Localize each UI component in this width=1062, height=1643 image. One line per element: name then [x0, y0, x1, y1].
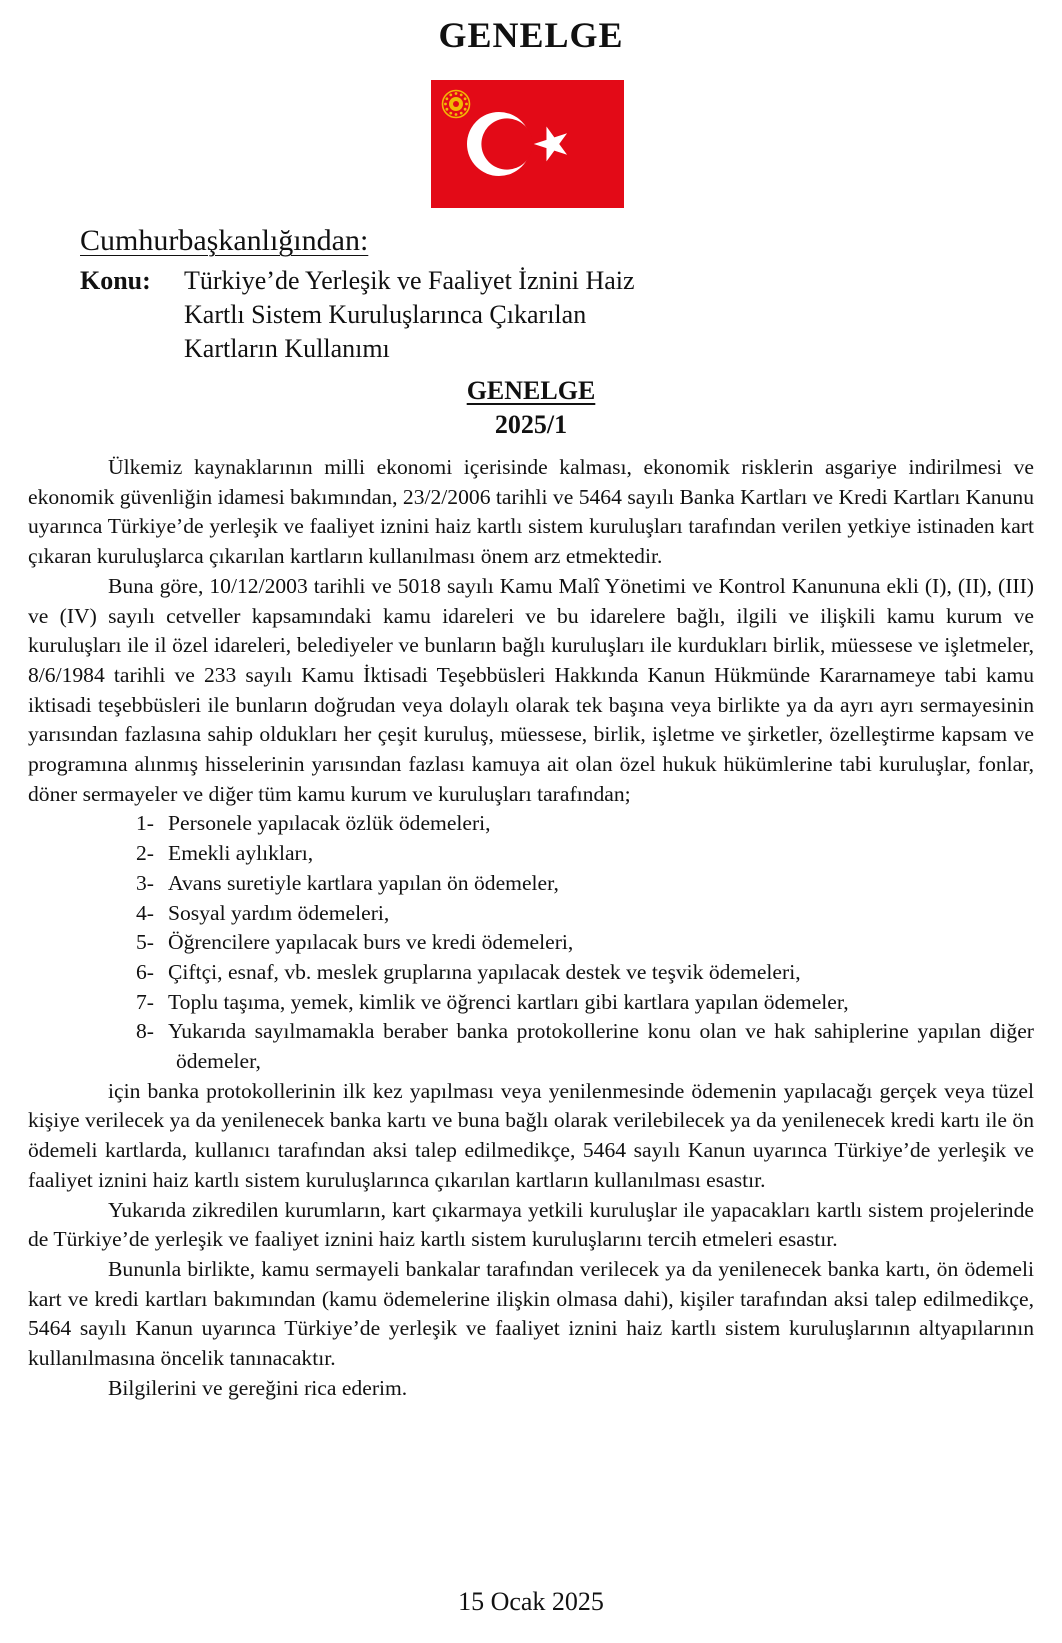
- list-item-number: 4-: [136, 900, 154, 925]
- list-item-text: Çiftçi, esnaf, vb. meslek gruplarına yapılacak destek ve teşvik ödemeleri,: [168, 959, 801, 984]
- subject-label: Konu:: [80, 266, 151, 295]
- list-item-number: 2-: [136, 841, 154, 866]
- turkish-flag-emblem: [431, 80, 624, 208]
- list-item-text: Toplu taşıma, yemek, kimlik ve öğrenci kartları gibi kartlara yapılan ödemeler,: [168, 989, 849, 1014]
- list-item: [28, 928, 1034, 958]
- circular-number: 2025/1: [494, 410, 568, 439]
- list-item: [28, 899, 1034, 929]
- subject-line-2: Kartlı Sistem Kuruluşlarınca Çıkarılan: [184, 300, 587, 329]
- paragraph-2: Buna göre, 10/12/2003 tarihli ve 5018 sayılı Kamu Malî Yönetimi ve Kontrol Kanununa ekli (I), (II), (III) ve (IV) sayılı cetveller kapsamındaki kamu idareleri ve bu idarelere bağlı, ilgili ve ilişkili kamu kurum ve kuruluşları ile il özel idareleri, belediyeler ve bunların bağlı kuruluşları ile kurdukları birlik, müessese ve işletmeler, 8/6/1984 tarihli ve 233 sayılı Kamu İktisadi Teşebbüsleri Hakkında Kanun Hükmünde Kararnameye tabi kamu iktisadi teşebbüsleri ile bunların doğrudan veya dolaylı olarak tek başına veya birlikte ya da ayrı ayrı sermayesinin yarısından fazlasına sahip oldukları her çeşit kuruluş, müessese, birlik, işletme ve şirketler, özelleştirme kapsam ve programına alınmış hisselerinin yarısından fazlası kamuya ait olan özel hukuk hükümlerine tabi kuruluşlar, fonlar, döner sermayeler ve diğer tüm kamu kurum ve kuruluşları tarafından;: [28, 573, 1034, 806]
- subject-line-1: Türkiye’de Yerleşik ve Faaliyet İznini Haiz: [184, 266, 635, 295]
- list-item: [28, 839, 1034, 869]
- issuing-authority: Cumhurbaşkanlığından:: [80, 224, 369, 257]
- list-item: [28, 958, 1034, 988]
- list-item-number: 8-: [136, 1019, 154, 1044]
- closing-sentence: Bilgilerini ve gereğini rica ederim.: [108, 1375, 408, 1400]
- payment-list: [28, 809, 1034, 1076]
- paragraph-3: için banka protokollerinin ilk kez yapılması veya yenilenmesinde ödemenin yapılacağı gerçek veya tüzel kişiye verilecek ya da yenilenecek banka kartı ve buna bağlı olarak verilebilecek ya da yenilenecek kredi kartı ile ön ödemeli kartlarda, kullanıcı tarafından aksi talep edilmedikçe, 5464 sayılı Kanun uyarınca Türkiye’de yerleşik ve faaliyet iznini haiz kartlı sistem kuruluşlarınca çıkarılan kartların kullanılması esastır.: [28, 1078, 1034, 1192]
- circular-title: GENELGE: [466, 376, 596, 405]
- list-item-number: 1-: [136, 811, 154, 836]
- list-item-text: Öğrencilere yapılacak burs ve kredi ödemeleri,: [168, 930, 574, 955]
- paragraph-4: Yukarıda zikredilen kurumların, kart çıkarmaya yetkili kuruluşlar ile yapacakları kartlı sistem projelerinde de Türkiye’de yerleşik ve faaliyet iznini haiz kartlı sistem kuruluşlarını tercih etmeleri esastır.: [28, 1197, 1034, 1252]
- list-item-number: 6-: [136, 959, 154, 984]
- list-item-text: Personele yapılacak özlük ödemeleri,: [168, 811, 491, 836]
- list-item: [28, 869, 1034, 899]
- paragraph-5: Bununla birlikte, kamu sermayeli bankalar tarafından verilecek ya da yenilenecek banka kartı, ön ödemeli kart ve kredi kartları bakımından (kamu ödemelerine ilişkin olmasa dahi), kişiler tarafından aksi talep edilmedikçe, 5464 sayılı Kanun uyarınca Türkiye’de yerleşik ve faaliyet iznini haiz kartlı sistem kuruluşlarının altyapılarının kullanılmasına öncelik tanınacaktır.: [28, 1256, 1034, 1371]
- list-item-text: Emekli aylıkları,: [168, 841, 314, 866]
- circular-body: [28, 453, 1034, 1404]
- list-item-text: Yukarıda sayılmamakla beraber banka protokollerine konu olan ve hak sahiplerine yapılan diğer ödemeler,: [168, 1019, 1034, 1074]
- document-header-title: GENELGE: [438, 15, 624, 55]
- list-item-number: 3-: [136, 870, 154, 895]
- list-item-text: Avans suretiyle kartlara yapılan ön ödemeler,: [168, 870, 559, 895]
- presidential-seal-icon: [443, 91, 470, 118]
- list-item-number: 7-: [136, 989, 154, 1014]
- subject-line-3: Kartların Kullanımı: [184, 334, 390, 363]
- list-item-number: 5-: [136, 930, 154, 955]
- flag-icon: [431, 80, 624, 208]
- list-item: [28, 988, 1034, 1018]
- issue-date: 15 Ocak 2025: [458, 1587, 604, 1616]
- list-item: [28, 809, 1034, 839]
- list-item-text: Sosyal yardım ödemeleri,: [168, 900, 390, 925]
- paragraph-1: Ülkemiz kaynaklarının milli ekonomi içerisinde kalması, ekonomik risklerin asgariye indirilmesi ve ekonomik güvenliğin idamesi bakımından, 23/2/2006 tarihli ve 5464 sayılı Banka Kartları ve Kredi Kartları Kanunu uyarınca Türkiye’de yerleşik ve faaliyet iznini haiz kartlı sistem kuruluşları tarafından verilen yetkiye istinaden kart çıkaran kuruluşlarca çıkarılan kartların kullanılması önem arz etmektedir.: [28, 455, 1034, 569]
- list-item: [28, 1017, 1034, 1076]
